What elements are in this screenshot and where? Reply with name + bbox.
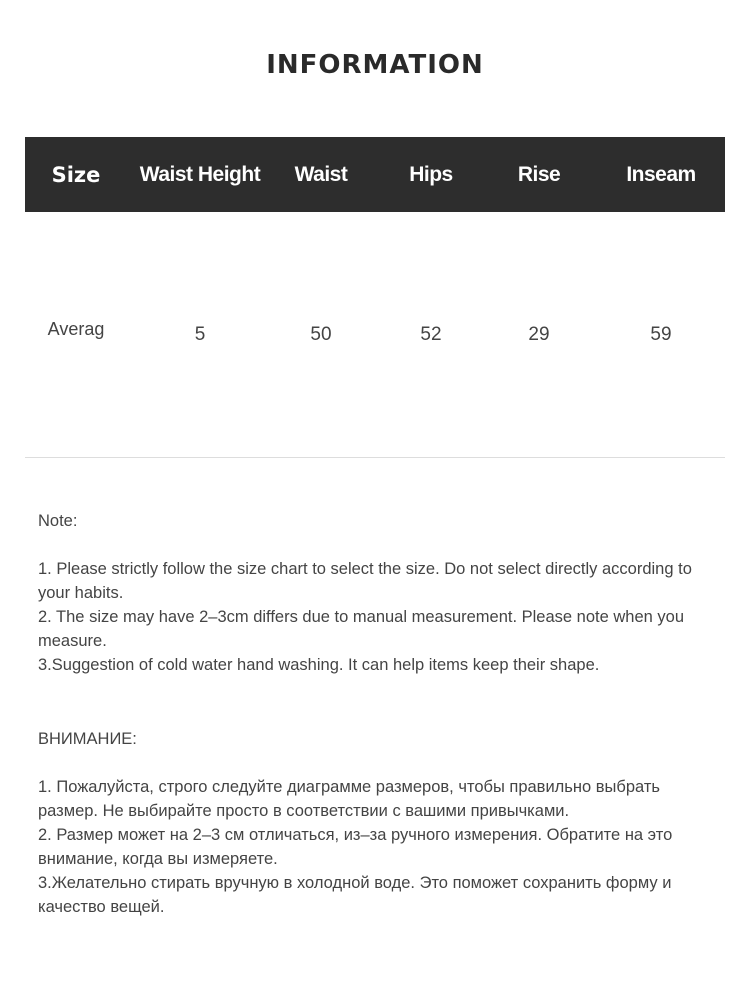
header-size: Size	[51, 163, 101, 187]
size-table-header	[25, 137, 725, 212]
cell-rise: 29	[528, 324, 550, 345]
table-row	[25, 300, 725, 370]
page-title: INFORMATION	[266, 50, 484, 80]
header-hips: Hips	[409, 163, 453, 186]
note-item: 1. Пожалуйста, строго следуйте диаграмме размеров, чтобы правильно выбрать размер. Не выбирайте просто в соответствии с вашими привычками.	[38, 778, 660, 820]
notes-heading: ВНИМАНИЕ:	[38, 730, 137, 748]
header-rise: Rise	[517, 163, 561, 186]
notes-english	[38, 509, 718, 677]
cell-hips: 52	[420, 324, 442, 345]
notes-heading: Note:	[38, 512, 78, 530]
cell-size: Averag	[47, 319, 105, 339]
header-waist: Waist	[294, 163, 348, 186]
note-item: 2. Размер может на 2–3 см отличаться, из–за ручного измерения. Обратите на это внимание, когда вы измеряете.	[38, 826, 673, 868]
cell-waist: 50	[310, 324, 332, 345]
notes-russian	[38, 727, 718, 919]
header-inseam: Inseam	[626, 163, 696, 186]
note-item: 3.Suggestion of cold water hand washing. It can help items keep their shape.	[38, 656, 600, 674]
divider	[25, 457, 725, 458]
cell-inseam: 59	[650, 324, 672, 345]
header-waist-height: Waist Height	[139, 163, 261, 186]
note-item: 1. Please strictly follow the size chart to select the size. Do not select directly according to your habits.	[38, 560, 692, 602]
cell-waist-height: 5	[194, 324, 206, 345]
note-item: 2. The size may have 2–3cm differs due to manual measurement. Please note when you measure.	[38, 608, 685, 650]
note-item: 3.Желательно стирать вручную в холодной воде. Это поможет сохранить форму и качество вещей.	[38, 874, 672, 916]
